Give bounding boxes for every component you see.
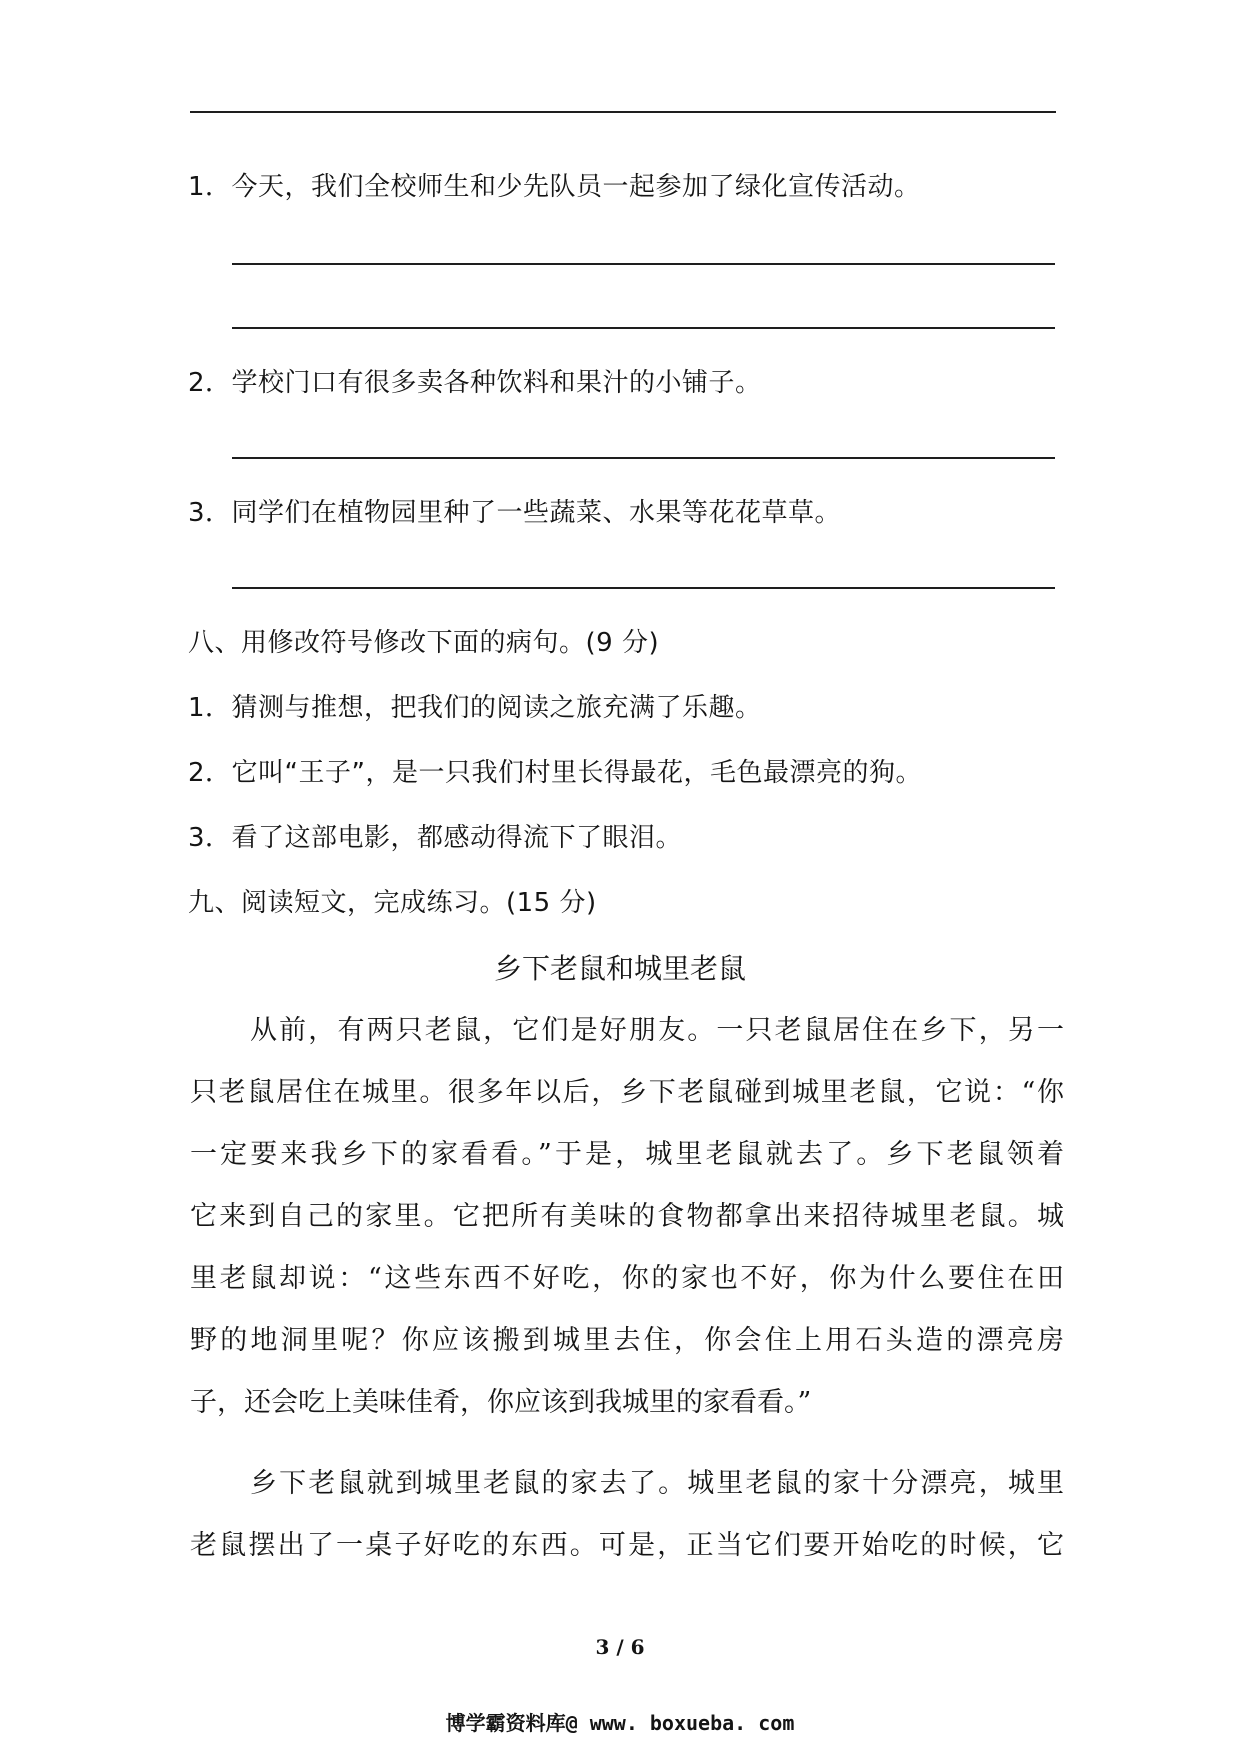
answer-line[interactable] [232,457,1055,459]
sentence-item: 3．看了这部电影，都感动得流下了眼泪。 [188,823,683,853]
paragraph-line: 从前，有两只老鼠，它们是好朋友。一只老鼠居住在乡下，另一 [250,1015,1064,1046]
paragraph-line: 老鼠摆出了一桌子好吃的东西。可是，正当它们要开始吃的时候，它 [190,1530,1064,1561]
question-item: 1．今天，我们全校师生和少先队员一起参加了绿化宣传活动。 [188,172,921,202]
paragraph-line: 一定要来我乡下的家看看。”于是，城里老鼠就去了。乡下老鼠领着 [190,1139,1064,1170]
story-paragraph [190,1000,1064,1434]
section-heading: 九、阅读短文，完成练习。(15 分) [188,888,597,918]
paragraph-line: 乡下老鼠就到城里老鼠的家去了。城里老鼠的家十分漂亮，城里 [250,1468,1064,1499]
story-title: 乡下老鼠和城里老鼠 [493,952,746,985]
answer-line[interactable] [232,263,1055,265]
paragraph-line: 只老鼠居住在城里。很多年以后，乡下老鼠碰到城里老鼠，它说：“你 [190,1077,1064,1108]
question-item: 3．同学们在植物园里种了一些蔬菜、水果等花花草草。 [188,498,842,528]
answer-line[interactable] [232,327,1055,329]
story-paragraph [190,1453,1064,1577]
question-item: 2．学校门口有很多卖各种饮料和果汁的小铺子。 [188,368,762,398]
watermark: 博学霸资料库@ www. boxueba. com [445,1711,795,1735]
sentence-item: 2．它叫“王子”，是一只我们村里长得最花，毛色最漂亮的狗。 [188,758,922,788]
answer-line[interactable] [232,587,1055,589]
section-heading: 八、用修改符号修改下面的病句。(9 分) [188,628,660,658]
paragraph-line: 子，还会吃上美味佳肴，你应该到我城里的家看看。” [190,1387,812,1418]
page-number: 3 / 6 [595,1635,645,1659]
sentence-item: 1．猜测与推想，把我们的阅读之旅充满了乐趣。 [188,693,762,723]
answer-line [190,111,1056,113]
paragraph-line: 它来到自己的家里。它把所有美味的食物都拿出来招待城里老鼠。城 [190,1201,1064,1232]
paragraph-line: 野的地洞里呢？你应该搬到城里去住，你会住上用石头造的漂亮房 [190,1325,1064,1356]
paragraph-line: 里老鼠却说：“这些东西不好吃，你的家也不好，你为什么要住在田 [190,1263,1064,1294]
